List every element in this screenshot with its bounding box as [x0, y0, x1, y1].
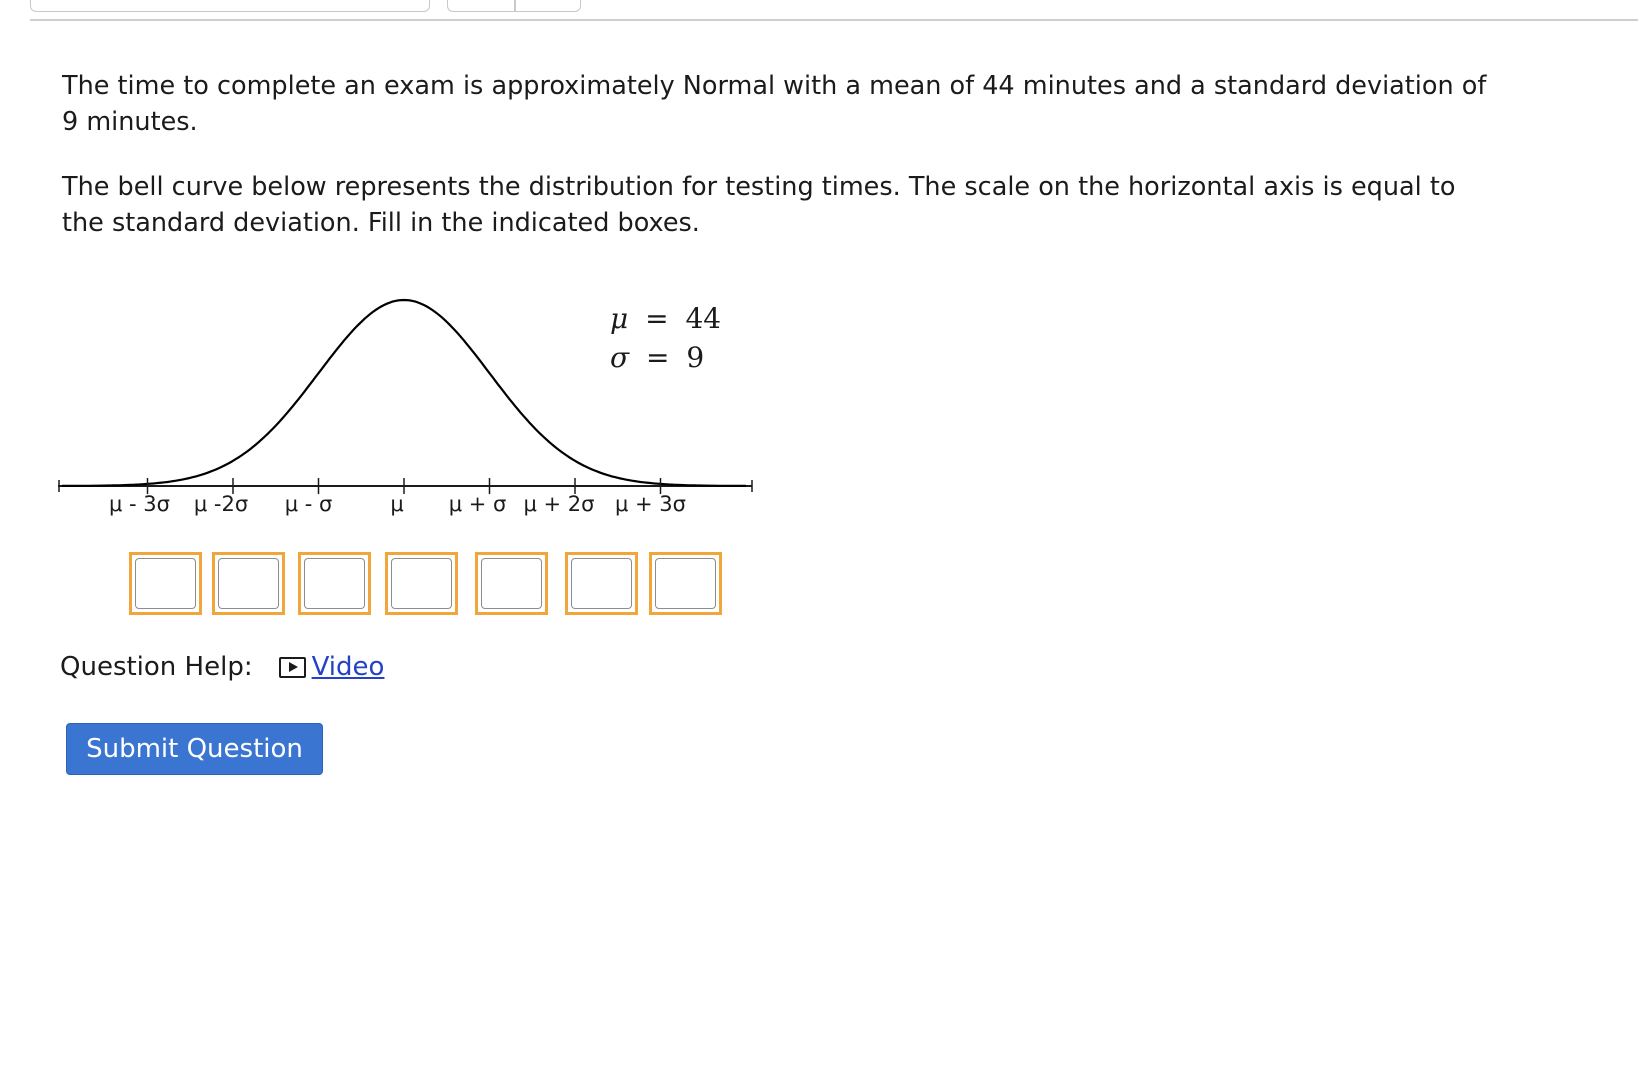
answer-input-mu-plus-2sigma[interactable]: [571, 558, 632, 609]
sigma-value: 9: [686, 341, 705, 374]
answer-box-mu-plus-sigma: [475, 552, 548, 615]
tick-label-mu-minus-2sigma: μ -2σ: [193, 492, 249, 516]
button-divider: [514, 0, 516, 11]
bell-curve-chart: [55, 300, 815, 550]
tick-label-mu-plus-3sigma: μ + 3σ: [615, 492, 686, 516]
answer-input-mu-minus-sigma[interactable]: [304, 558, 365, 609]
question-help-label: Question Help:: [60, 652, 253, 682]
tick-label-mu-plus-sigma: μ + σ: [448, 492, 507, 516]
question-paragraph-1: The time to complete an exam is approximately Normal with a mean of 44 minutes and a standard deviation of 9 minutes.: [62, 71, 1487, 137]
answer-box-mu-minus-3sigma: [129, 552, 202, 615]
mu-symbol: μ: [610, 302, 629, 335]
sigma-equals: =: [646, 341, 670, 374]
answer-input-mu[interactable]: [391, 558, 452, 609]
bell-curve-figure: [55, 300, 815, 630]
tick-label-mu-minus-sigma: μ - σ: [284, 492, 333, 516]
svg-text:σ = 9: [610, 341, 704, 374]
top-input-field[interactable]: [30, 0, 430, 12]
question-help: [60, 652, 384, 682]
svg-text:μ = 44: [610, 302, 721, 335]
tick-label-mu: μ: [390, 492, 404, 516]
answer-input-mu-minus-2sigma[interactable]: [218, 558, 279, 609]
submit-question-button[interactable]: Submit Question: [66, 723, 323, 775]
normal-curve: [62, 300, 746, 486]
top-button-group[interactable]: [447, 0, 581, 12]
mu-equals: =: [645, 302, 669, 335]
video-link[interactable]: Video: [311, 652, 385, 682]
answer-box-mu-plus-3sigma: [649, 552, 722, 615]
header-divider: [30, 19, 1638, 21]
video-play-icon[interactable]: [279, 657, 306, 678]
question-paragraph-2: The bell curve below represents the distribution for testing times. The scale on the horizontal axis is equal to the standard deviation. Fill in the indicated boxes.: [62, 172, 1456, 238]
answer-box-mu-plus-2sigma: [565, 552, 638, 615]
sigma-symbol: σ: [610, 341, 630, 374]
answer-box-mu-minus-sigma: [298, 552, 371, 615]
answer-input-mu-plus-sigma[interactable]: [481, 558, 542, 609]
answer-box-mu: [385, 552, 458, 615]
answer-box-mu-minus-2sigma: [212, 552, 285, 615]
tick-label-mu-plus-2sigma: μ + 2σ: [523, 492, 595, 516]
answer-input-mu-minus-3sigma[interactable]: [135, 558, 196, 609]
answer-input-mu-plus-3sigma[interactable]: [655, 558, 716, 609]
tick-label-mu-minus-3sigma: μ - 3σ: [109, 492, 170, 516]
mu-value: 44: [685, 302, 722, 335]
